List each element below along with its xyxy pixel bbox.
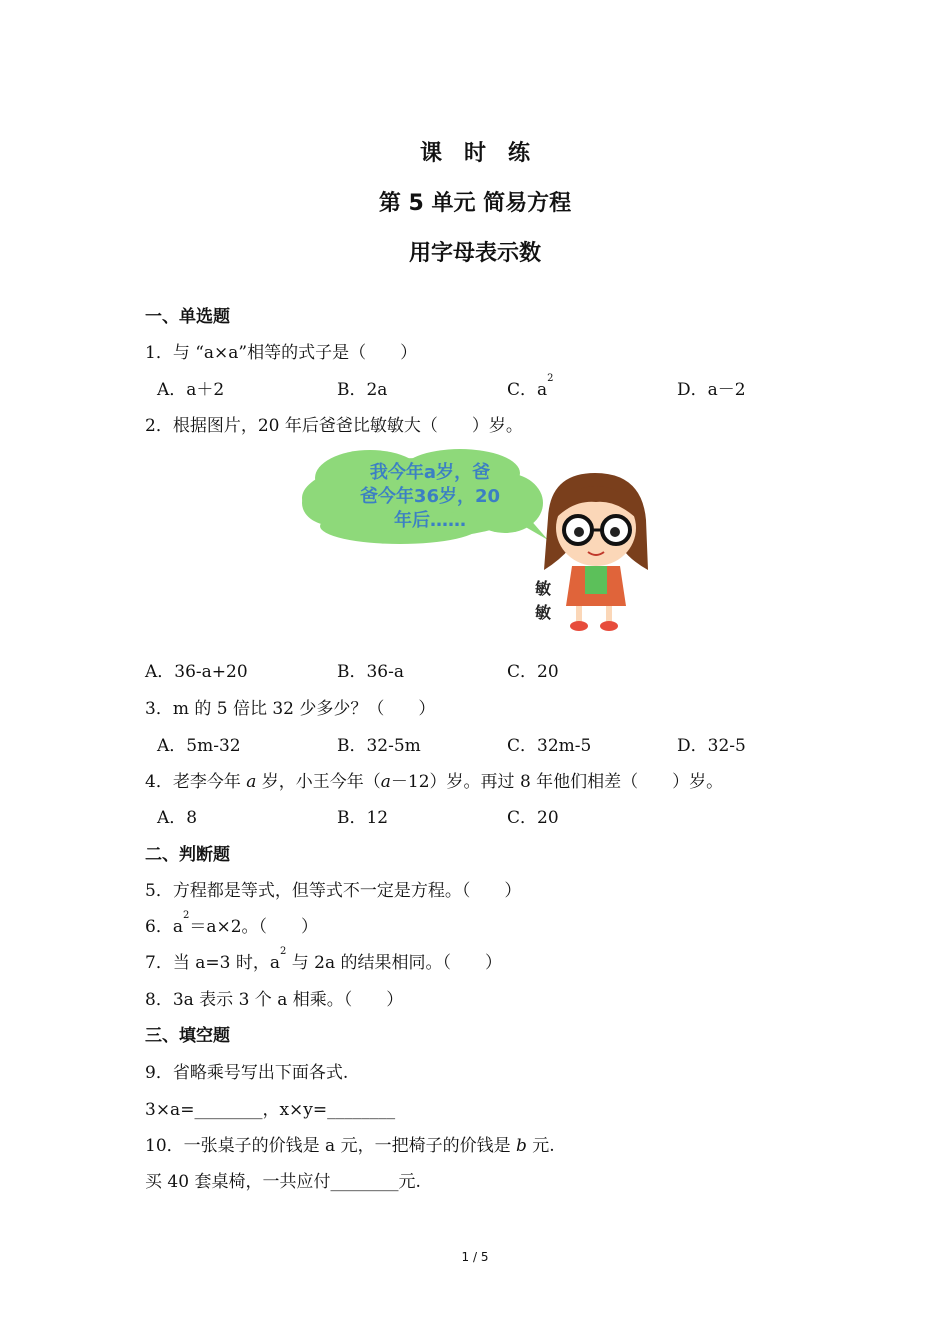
q3-option-b: B．32-5m	[337, 736, 421, 756]
section-heading-true-false: 二、判断题	[145, 845, 230, 865]
question-5: 5．方程都是等式，但等式不一定是方程。（ ）	[145, 881, 522, 901]
q2-option-b: B．36-a	[337, 662, 405, 682]
bubble-line-1: 我今年a岁，爸	[369, 462, 491, 483]
q1-option-a: A．a＋2	[157, 380, 225, 400]
q4-option-b: B．12	[337, 808, 389, 828]
bubble-line-3: 年后……	[394, 510, 466, 531]
girl-illustration	[544, 473, 648, 631]
girl-name-label-2: 敏	[534, 603, 552, 622]
question-6: 6．$a^2=a\times 2$。（ ）	[145, 910, 319, 937]
q4-option-a: A．8	[157, 808, 198, 828]
q2-option-c: C．20	[507, 662, 559, 682]
page-title: 课 时 练	[419, 141, 530, 166]
q3-option-c: C．32m-5	[507, 736, 592, 756]
question-3: 3．m 的 5 倍比 32 少多少？（ ）	[145, 699, 436, 719]
girl-name-label-1: 敏	[534, 579, 552, 598]
q3-option-a: A．5m-32	[157, 736, 241, 756]
bubble-line-2: 爸今年36岁，20	[359, 486, 501, 507]
question-10: 10．一张桌子的价钱是 a 元，一把椅子的价钱是 b 元.	[145, 1136, 555, 1156]
q1-option-b: B．2a	[337, 380, 388, 400]
question-1: 1．与 “a×a”相等的式子是（ ）	[145, 343, 418, 363]
question-8: 8．3a 表示 3 个 a 相乘。（ ）	[145, 990, 404, 1010]
question-9-blanks: 3×a=________，x×y=________	[145, 1100, 396, 1120]
q4-option-c: C．20	[507, 808, 559, 828]
section-heading-fill-blank: 三、填空题	[145, 1026, 230, 1046]
speech-bubble	[302, 449, 548, 544]
q3-option-d: D．32-5	[677, 736, 746, 756]
q1-option-d: D．a－2	[677, 380, 746, 400]
q2-option-a: A．36-a+20	[145, 662, 248, 682]
question-10-blank: 买 40 套桌椅，一共应付________元.	[145, 1172, 421, 1192]
question-9: 9．省略乘号写出下面各式.	[145, 1063, 349, 1083]
unit-title: 第 5 单元 简易方程	[378, 191, 572, 216]
page-number: 1 / 5	[461, 1250, 489, 1264]
lesson-title: 用字母表示数	[408, 241, 541, 266]
section-heading-single-choice: 一、单选题	[145, 307, 230, 327]
question-7: 7．当 a=3 时，$a^2$ 与 2a 的结果相同。（ ）	[145, 946, 503, 973]
question-4: 4．老李今年 a 岁，小王今年（a－12）岁。再过 8 年他们相差（ ）岁。	[145, 772, 724, 792]
q1-option-c: C．$a^2$	[507, 373, 554, 400]
question-2-illustration	[300, 448, 660, 638]
question-2: 2．根据图片，20 年后爸爸比敏敏大（ ）岁。	[145, 416, 523, 436]
